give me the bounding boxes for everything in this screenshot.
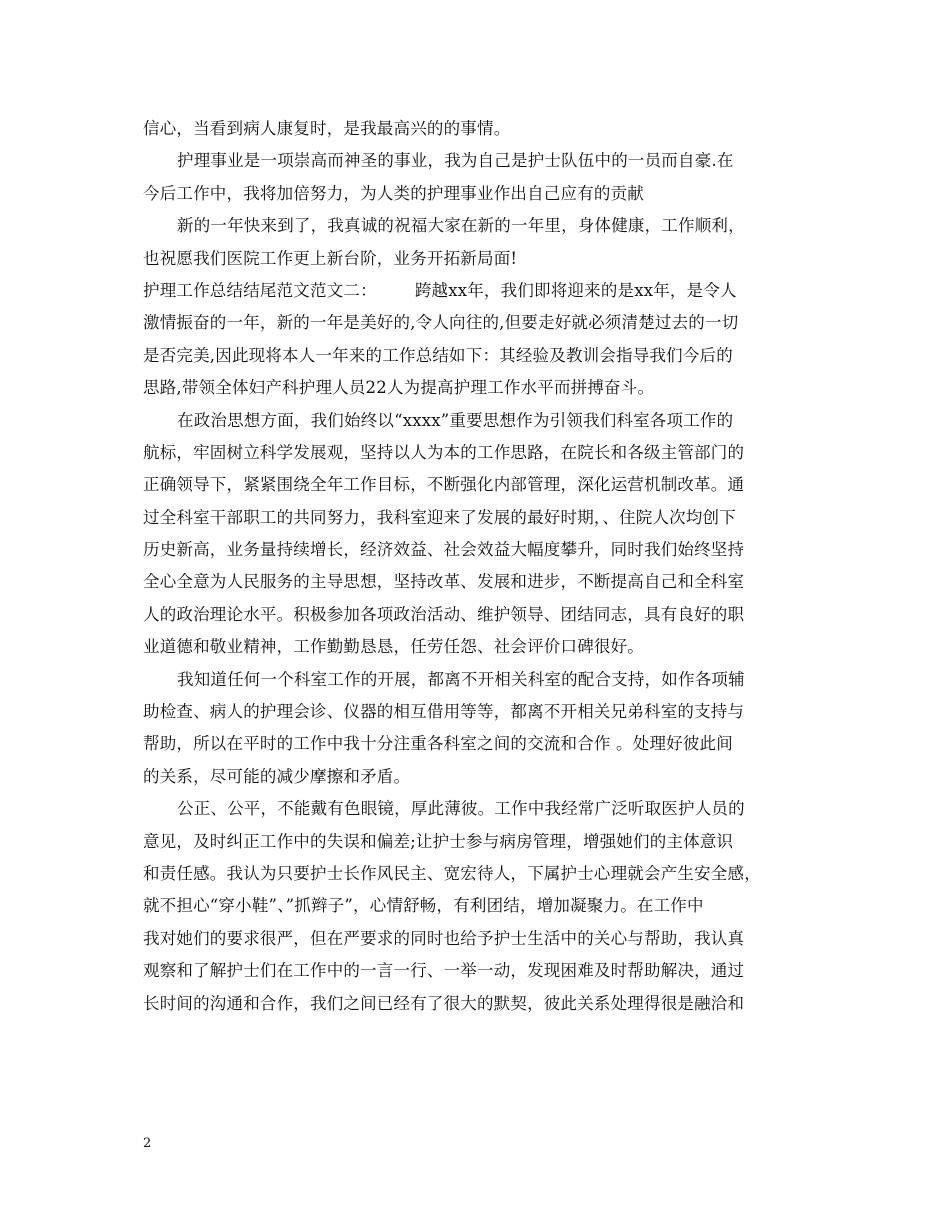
paragraph-start: 在政治思想方面，我们始终以“xxxx”重要思想作为引领我们科室各项工作的 — [177, 410, 734, 430]
text-line: 过全科室干部职工的共同努力，我科室迎来了发展的最好时期，、住院人次均创下 — [143, 507, 736, 527]
text-line: 是否完美,因此现将本人一年来的工作总结如下：其经验及教训会指导我们今后的 — [143, 345, 733, 365]
text-line: 历史新高，业务量持续增长，经济效益、社会效益大幅度攀升，同时我们始终坚持 — [143, 540, 745, 560]
section-intro-text: 跨越xx年，我们即将迎来的是xx年，是令人 — [414, 280, 737, 300]
paragraph-start: 公正、公平，不能戴有色眼镜，厚此薄彼。工作中我经常广泛听取医护人员的 — [177, 799, 745, 819]
paragraph-start: 新的一年快来到了，我真诚的祝福大家在新的一年里，身体健康，工作顺利， — [177, 216, 745, 236]
text-line: 助检查、病人的护理会诊、仪器的相互借用等等，都离不开相关兄弟科室的支持与 — [143, 702, 745, 722]
page-number: 2 — [143, 1136, 152, 1151]
text-line: 观察和了解护士们在工作中的一言一行、一举一动，发现困难及时帮助解决，通过 — [143, 961, 745, 981]
text-line: 思路,带领全体妇产科护理人员22人为提高护理工作水平而拼搏奋斗。 — [143, 378, 655, 398]
document-body — [143, 113, 815, 1020]
text-line: 也祝愿我们医院工作更上新台阶，业务开拓新局面! — [143, 248, 518, 268]
section-title: 护理工作总结结尾范文范文二： — [143, 280, 377, 300]
text-line: 业道德和敬业精神，工作勤勤恳恳，任劳任怨、社会评价口碑很好。 — [143, 637, 644, 657]
text-line: 激情振奋的一年，新的一年是美好的,令人向往的,但要走好就必须清楚过去的一切 — [143, 313, 739, 333]
text-line: 信心，当看到病人康复时，是我最高兴的的事情。 — [143, 119, 511, 138]
text-line: 意见，及时纠正工作中的失误和偏差;让护士参与病房管理，增强她们的主体意识 — [143, 831, 734, 851]
text-line: 长时间的沟通和合作，我们之间已经有了很大的默契，彼此关系处理得很是融洽和 — [143, 993, 745, 1013]
text-line: 全心全意为人民服务的主导思想，坚持改革、发展和进步，不断提高自己和全科室 — [143, 572, 745, 592]
text-line: 人的政治理论水平。积极参加各项政治活动、维护领导、团结同志，具有良好的职 — [143, 604, 745, 624]
text-line: 航标，牢固树立科学发展观，坚持以人为本的工作思路，在院长和各级主管部门的 — [143, 442, 745, 462]
paragraph-start: 我知道任何一个科室工作的开展，都离不开相关科室的配合支持，如作各项辅 — [177, 669, 745, 689]
text-line: 正确领导下，紧紧围绕全年工作目标，不断强化内部管理，深化运营机制改革。通 — [143, 475, 745, 495]
section-heading-line — [143, 275, 815, 307]
paragraph-start: 护理事业是一项崇高而神圣的事业，我为自己是护士队伍中的一员而自豪.在 — [177, 151, 734, 171]
text-line: 我对她们的要求很严，但在严要求的同时也给予护士生活中的关心与帮助，我认真 — [143, 928, 745, 948]
text-line: 的关系，尽可能的减少摩擦和矛盾。 — [143, 766, 411, 786]
text-line: 就不担心“穿小鞋”、”抓辫子”，心情舒畅，有利团结，增加凝聚力。在工作中 — [143, 896, 704, 916]
text-line: 今后工作中，我将加倍努力，为人类的护理事业作出自己应有的贡献 — [143, 183, 644, 203]
text-line: 和责任感。我认为只要护士长作风民主、宽宏待人，下属护士心理就会产生安全感， — [143, 863, 761, 883]
text-line: 帮助，所以在平时的工作中我十分注重各科室之间的交流和合作 。处理好彼此间 — [143, 734, 733, 754]
